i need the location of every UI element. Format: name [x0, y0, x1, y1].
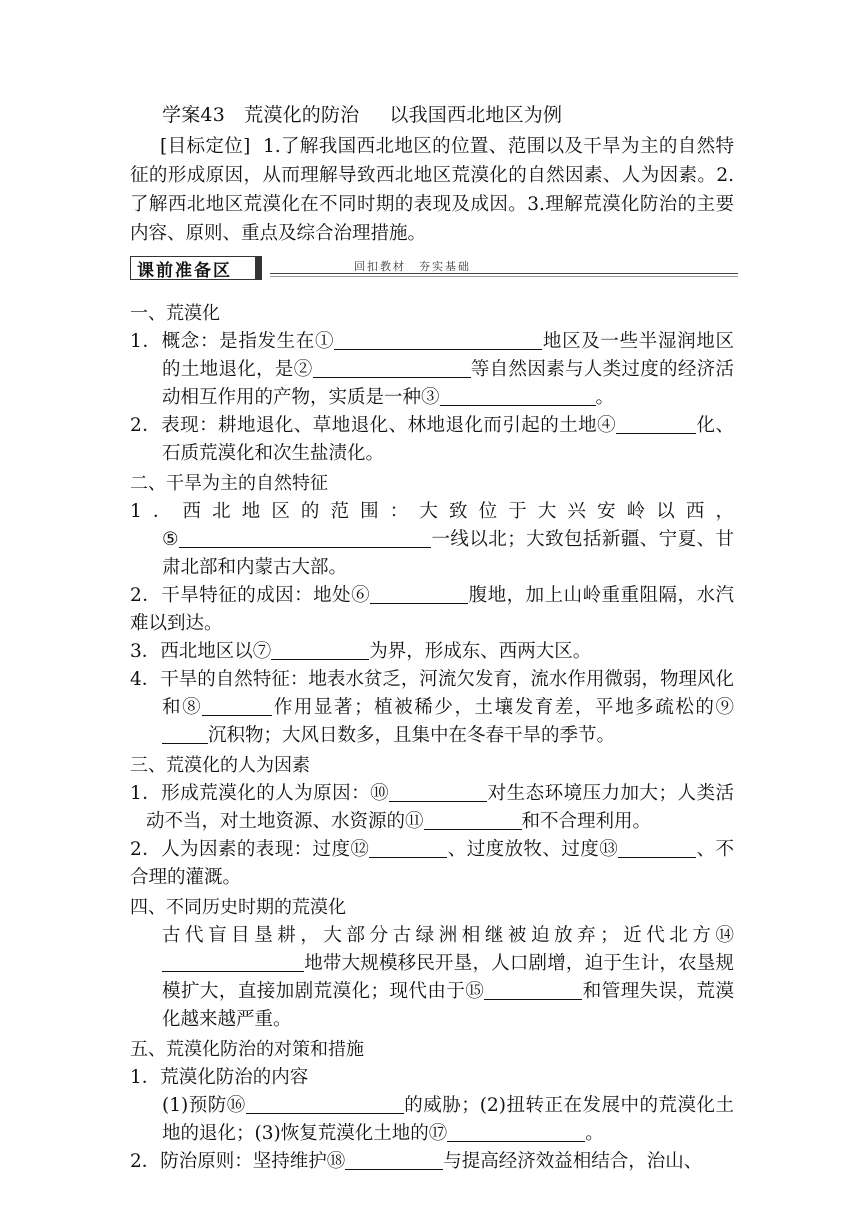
banner-title: 课前准备区	[137, 261, 232, 281]
item-boundary: 3．西北地区以⑦ 为界，形成东、西两大区。	[130, 641, 592, 662]
title-sub: 以我国西北地区为例	[389, 104, 563, 126]
item-history: 古代盲目垦耕，大部分古绿洲相继被迫放弃；近代北方⑭地带大规模移民开垦，人口剧增，迫于生计，农垦规模扩大，直接加剧荒漠化；现代由于⑮ 和管理失误，荒漠化越来越严重。	[162, 925, 734, 1030]
item-arid-cause: 2．干旱特征的成因：地处⑥ 腹地，加上山岭重重阻隔，水汽难以到达。	[130, 585, 734, 634]
answer-blank-2[interactable]	[313, 357, 471, 378]
section-heading: 四、不同历史时期的荒漠化	[130, 897, 346, 918]
answer-blank-9[interactable]	[162, 723, 208, 744]
banner-bar	[256, 256, 262, 280]
answer-blank-12[interactable]	[369, 837, 447, 858]
item-range-line2: ⑤ 一线以北；大致包括新疆、宁夏、甘肃北部和内蒙古大部。	[162, 529, 734, 578]
answer-blank-10[interactable]	[389, 781, 487, 802]
document-title	[162, 100, 562, 127]
item-control-principle: 2．防治原则：坚持维护⑱ 与提高经济效益相结合，治山、	[130, 1151, 703, 1172]
banner-rule	[270, 273, 738, 277]
answer-blank-14[interactable]	[162, 951, 304, 972]
section-heading: 二、干旱为主的自然特征	[130, 473, 328, 494]
answer-blank-4[interactable]	[616, 413, 696, 434]
title-main: 学案43 荒漠化的防治	[162, 104, 360, 126]
item-control-content-title: 1．荒漠化防治的内容	[130, 1067, 309, 1088]
banner-box	[130, 256, 256, 280]
answer-blank-15[interactable]	[484, 979, 582, 1000]
objective-text: 1.了解我国西北地区的位置、范围以及干旱为主的自然特征的形成原因，从而理解导致西北地区荒漠化的自然因素、人为因素。2.了解西北地区荒漠化在不同时期的表现及成因。3.理解荒漠化防治的主要内容、原则、重点及综合治理措施。	[130, 136, 735, 244]
item-range-line1: 1．西北地区的范围：大致位于大兴安岭以西，	[130, 501, 734, 522]
worksheet-body	[130, 298, 734, 1176]
answer-blank-16[interactable]	[246, 1093, 404, 1114]
answer-blank-3[interactable]	[440, 385, 596, 406]
answer-blank-7[interactable]	[271, 639, 369, 660]
section-heading: 一、荒漠化	[130, 303, 220, 324]
item-human-manifestation: 2．人为因素的表现：过度⑫ 、过度放牧、过度⑬ 、不合理的灌溉。	[130, 839, 734, 888]
objective-paragraph	[130, 132, 734, 248]
item-human-causes: 1．形成荒漠化的人为原因：⑩ 对生态环境压力加大；人类活动不当，对土地资源、水资源的⑪ 和不合理利用。	[130, 783, 734, 832]
section-banner	[130, 256, 738, 282]
section-heading: 五、荒漠化防治的对策和措施	[130, 1039, 364, 1060]
banner-subtitle: 回扣教材 夯实基础	[354, 260, 471, 273]
section-heading: 三、荒漠化的人为因素	[130, 755, 310, 776]
item-natural-features: 4．干旱的自然特征：地表水贫乏，河流欠发育，流水作用微弱，物理风化和⑧ 作用显著；植被稀少，土壤发育差，平地多疏松的⑨沉积物；大风日数多，且集中在冬春干旱的季节。	[130, 669, 734, 746]
answer-blank-17[interactable]	[447, 1121, 585, 1142]
item-control-content: (1)预防⑯ 的威胁；(2)扭转正在发展中的荒漠化土地的退化；(3)恢复荒漠化土地的⑰ 。	[162, 1095, 734, 1144]
answer-blank-18[interactable]	[345, 1149, 443, 1170]
answer-blank-5[interactable]	[179, 527, 431, 548]
answer-blank-8[interactable]	[202, 695, 272, 716]
item-manifestation: 2．表现：耕地退化、草地退化、林地退化而引起的土地④ 化、石质荒漠化和次生盐渍化。	[130, 415, 734, 464]
answer-blank-11[interactable]	[424, 809, 522, 830]
answer-blank-6[interactable]	[370, 583, 468, 604]
item-concept: 1．概念：是指发生在① 地区及一些半湿润地区的土地退化，是② 等自然因素与人类过度的经济活动相互作用的产物，实质是一种③ 。	[130, 331, 734, 408]
answer-blank-13[interactable]	[618, 837, 696, 858]
objective-label: [目标定位]	[160, 136, 251, 157]
answer-blank-1[interactable]	[334, 329, 542, 350]
